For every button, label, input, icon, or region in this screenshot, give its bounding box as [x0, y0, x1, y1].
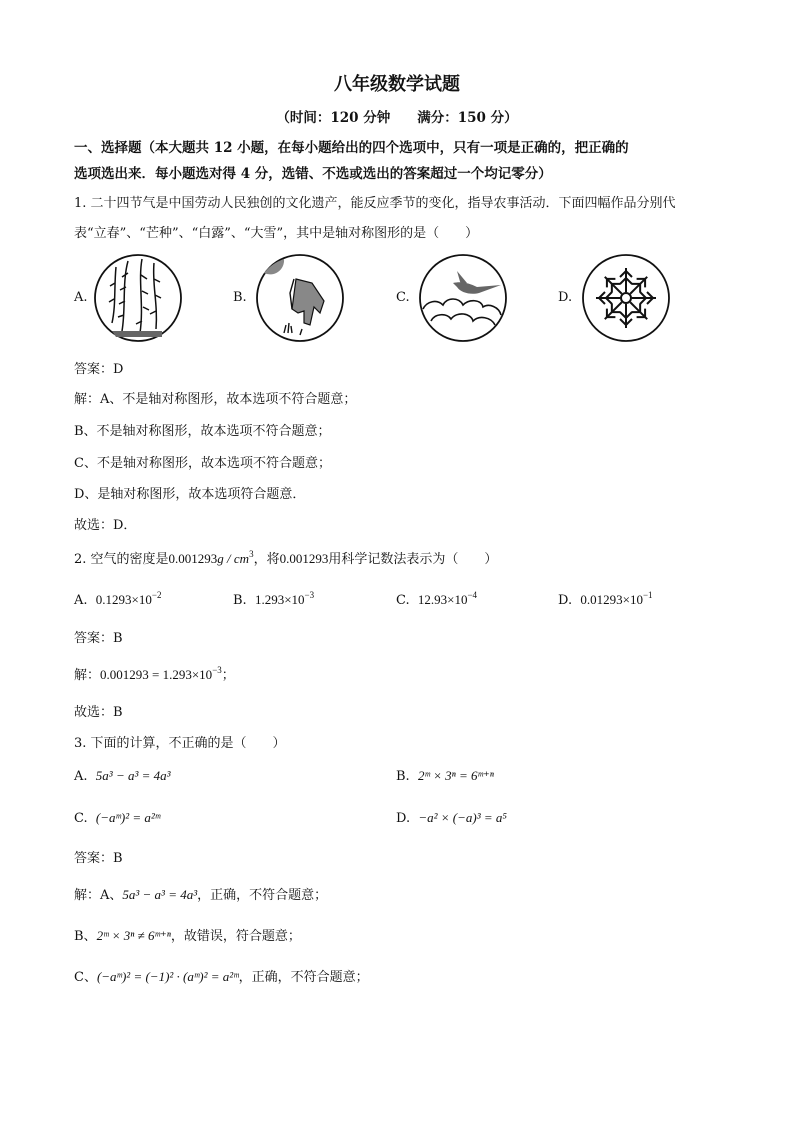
q3-option-expr: 5a³ − a³ = 4a³ [95, 768, 171, 783]
q3-solution-suffix: ，正确，不符合题意； [197, 888, 328, 903]
q2-density-value: 0.001293 [168, 551, 218, 566]
q2-conclusion: 故选：B [74, 705, 123, 720]
q1-conclusion: 故选：D． [74, 518, 137, 533]
q2-stem-suffix: 用科学记数法表示为（ ） [328, 552, 498, 567]
q1-option-c-label: C. [396, 290, 410, 305]
q3-solution-line [74, 925, 301, 944]
q2-option-base: 0.1293×10 [95, 592, 152, 607]
q2-solution-prefix: 解： [74, 668, 101, 683]
q2-option-letter: C. [396, 593, 410, 608]
q2-option-base: 12.93×10 [417, 592, 468, 607]
q1-option-a-label: A. [74, 290, 88, 305]
page-title: 八年级数学试题 [334, 74, 460, 95]
q3-option-letter: A. [74, 769, 88, 784]
q3-option-letter: B. [396, 769, 410, 784]
q2-solution-expr: 0.001293 = 1.293×10 [100, 667, 213, 682]
q2-option-exponent: −1 [642, 590, 653, 600]
q1-option-d-label: D. [558, 290, 573, 305]
q1-stem-line1: 1. 二十四节气是中国劳动人民独创的文化遗产，能反应季节的变化，指导农事活动．下面四幅作品分别代 [74, 196, 676, 211]
q3-option-expr: (−aᵐ)² = a²ᵐ [95, 810, 161, 825]
snowflake-icon [580, 253, 672, 343]
q2-option-base: 1.293×10 [254, 592, 305, 607]
q1-solution-line: 解：A、不是轴对称图形，故本选项不符合题意； [74, 392, 357, 407]
q1-stem-line2: 表“立春”、“芒种”、“白露”、“大雪”，其中是轴对称图形的是（ ） [74, 226, 479, 241]
q2-option-b [233, 592, 314, 608]
q2-answer: 答案：B [74, 631, 123, 646]
q2-option-base: 0.01293×10 [580, 592, 643, 607]
q2-density-unit: g / cm [217, 551, 250, 566]
q2-solution-suffix: ； [221, 668, 235, 683]
q3-option-letter: D. [396, 811, 411, 826]
q3-solution-expr: (−aᵐ)² = (−1)² · (aᵐ)² = a²ᵐ [96, 969, 239, 984]
q1-option-b-label: B. [233, 290, 247, 305]
q2-option-letter: A. [74, 593, 88, 608]
q2-option-letter: B. [233, 593, 247, 608]
q3-solution-line [74, 966, 369, 985]
q1-solution-line: D、是轴对称图形，故本选项符合题意． [74, 487, 306, 502]
q1-solution-line: B、不是轴对称图形，故本选项不符合题意； [74, 424, 331, 439]
exam-info: （时间：120 分钟 满分：150 分） [276, 110, 518, 126]
q2-option-a [74, 592, 161, 608]
q2-option-letter: D. [558, 593, 573, 608]
q3-solution-line [74, 884, 327, 903]
q2-option-c [396, 592, 477, 608]
q2-option-exponent: −4 [467, 590, 478, 600]
q2-option-d [558, 592, 653, 608]
q3-solution-suffix: ，故错误，符合题意； [170, 929, 301, 944]
q2-stem [74, 548, 497, 567]
q2-stem-mid: ，将 [253, 552, 280, 567]
q3-solution-expr: 2ᵐ × 3ⁿ ≠ 6ᵐ⁺ⁿ [96, 928, 171, 943]
q3-option-d [396, 810, 507, 826]
q2-solution-exponent: −3 [212, 665, 222, 675]
section-heading-line1: 一、选择题（本大题共 12 小题，在每小题给出的四个选项中，只有一项是正确的，把正确的 [74, 140, 629, 156]
q3-answer: 答案：B [74, 851, 123, 866]
q3-option-b [396, 768, 494, 784]
q3-option-expr: 2ᵐ × 3ⁿ = 6ᵐ⁺ⁿ [417, 768, 494, 783]
q3-stem: 3. 下面的计算，不正确的是（ ） [74, 736, 286, 751]
q3-solution-prefix: C、 [74, 970, 97, 985]
q2-option-exponent: −3 [304, 590, 315, 600]
bird-over-clouds-icon [417, 253, 509, 343]
section-heading-line2: 选项选出来．每小题选对得 4 分，选错、不选或选出的答案超过一个均记零分） [74, 166, 552, 182]
q3-solution-expr: 5a³ − a³ = 4a³ [122, 887, 198, 902]
q2-stem-prefix: 2. 空气的密度是 [74, 552, 169, 567]
q1-answer: 答案：D [74, 362, 124, 377]
willow-branches-icon [92, 253, 184, 343]
q1-solution-line: C、不是轴对称图形，故本选项不符合题意； [74, 456, 331, 471]
q3-option-letter: C. [74, 811, 88, 826]
q3-option-a [74, 768, 171, 784]
q2-unit-exponent: 3 [249, 549, 254, 559]
q2-solution [74, 664, 235, 683]
q3-solution-prefix: 解：A、 [74, 888, 123, 903]
q3-option-expr: −a² × (−a)³ = a⁵ [418, 810, 507, 825]
q3-option-c [74, 810, 160, 826]
q2-option-exponent: −2 [151, 590, 162, 600]
q2-value-repeat: 0.001293 [279, 551, 329, 566]
q3-solution-suffix: ，正确，不符合题意； [238, 970, 369, 985]
sun-and-hut-icon [254, 253, 346, 343]
q3-solution-prefix: B、 [74, 929, 97, 944]
